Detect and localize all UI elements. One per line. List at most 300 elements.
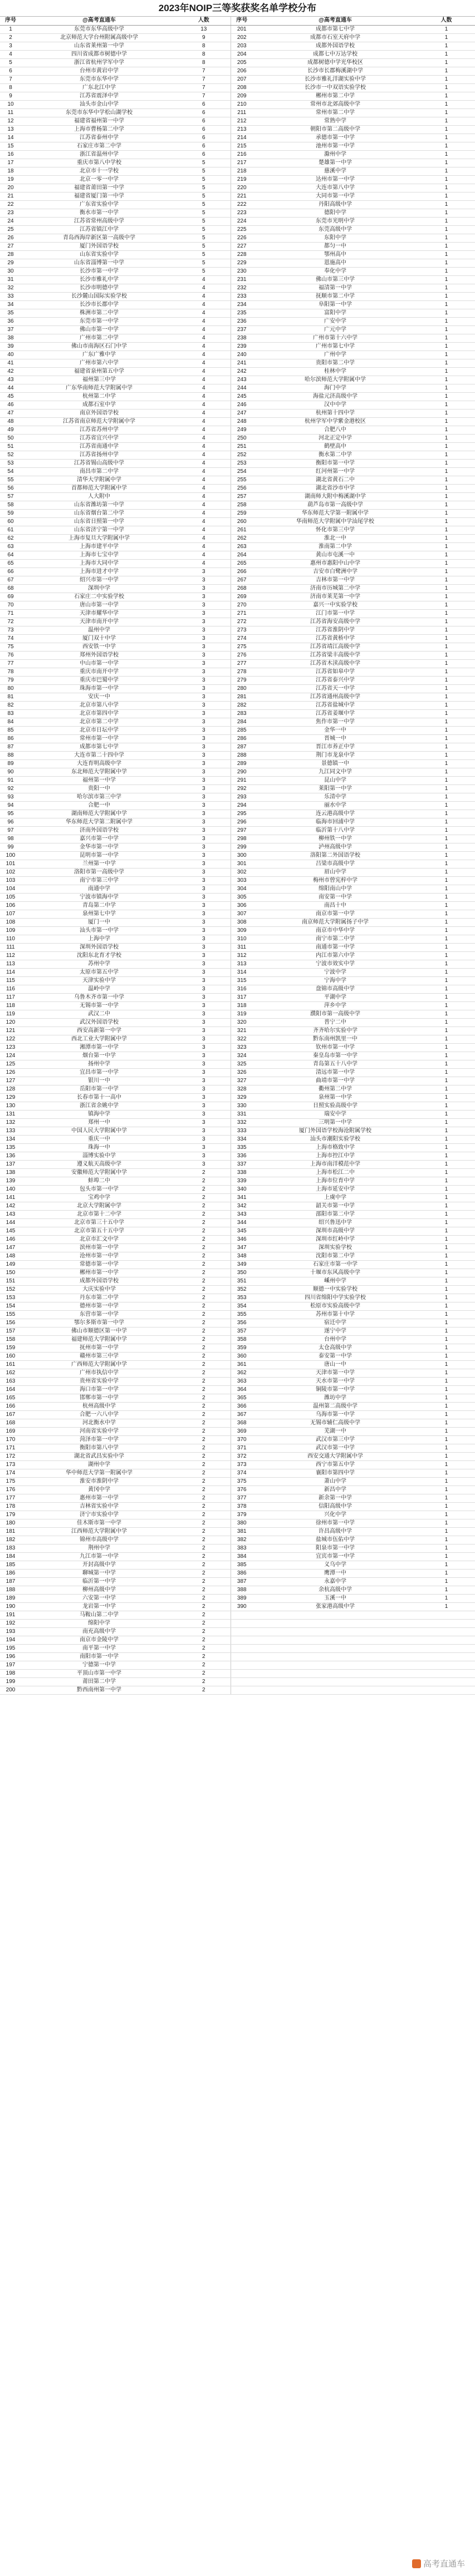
right-rank-cell: 383 [231,1544,253,1552]
table-row [0,58,475,67]
left-school-cell: 滨州市第一中学 [21,1243,177,1252]
right-count-cell: 1 [418,1018,475,1027]
left-rank-cell: 10 [0,100,21,108]
left-school-cell: 上海中学 [21,935,177,943]
table-row [0,1168,475,1177]
right-rank-cell: 268 [231,584,253,593]
left-rank-cell: 43 [0,376,21,384]
left-rank-cell: 94 [0,801,21,810]
right-school-cell: 温州第二高级中学 [253,1402,418,1410]
table-row [0,1627,475,1636]
left-rank-cell: 51 [0,442,21,451]
right-count-cell: 1 [418,117,475,125]
right-rank-cell: 347 [231,1243,253,1252]
right-rank-cell [231,1661,253,1669]
table-row [0,901,475,910]
left-count-cell: 2 [177,1486,231,1494]
table-row [0,1335,475,1344]
right-rank-cell [231,1677,253,1686]
table-row [0,1536,475,1544]
right-count-cell: 1 [418,1168,475,1177]
left-rank-cell: 139 [0,1177,21,1185]
right-school-cell: 沈阳市第二中学 [253,1252,418,1260]
left-school-cell: 广州市执信中学 [21,1369,177,1377]
left-school-cell: 郴州市第一中学 [21,1269,177,1277]
table-row [0,951,475,960]
right-school-cell: 德阳中学 [253,209,418,217]
left-count-cell: 2 [177,1294,231,1302]
left-count-cell: 3 [177,910,231,918]
left-rank-cell: 157 [0,1327,21,1335]
right-count-cell [418,1652,475,1661]
right-count-cell [418,1627,475,1636]
left-school-cell: 南宁市第三中学 [21,876,177,885]
left-school-cell: 北京大学附属中学 [21,1202,177,1210]
left-count-cell: 3 [177,1068,231,1077]
right-rank-cell: 245 [231,392,253,401]
table-row [0,1460,475,1469]
left-count-cell: 3 [177,651,231,659]
right-count-cell: 1 [418,718,475,726]
left-school-cell: 首都师范大学附属中学 [21,484,177,492]
left-count-cell: 2 [177,1210,231,1218]
table-row [0,985,475,993]
right-rank-cell: 225 [231,225,253,234]
left-count-cell: 3 [177,993,231,1001]
right-count-cell: 1 [418,1527,475,1536]
left-rank-cell: 91 [0,776,21,784]
header-no-right: 序号 [231,17,253,25]
left-count-cell: 3 [177,1035,231,1043]
right-rank-cell: 224 [231,217,253,225]
table-row [0,1210,475,1218]
table-row [0,367,475,376]
left-count-cell: 2 [177,1444,231,1452]
right-count-cell: 1 [418,1052,475,1060]
right-rank-cell: 317 [231,993,253,1001]
table-row [0,618,475,626]
table-row [0,1577,475,1586]
table-row [0,1686,475,1694]
left-count-cell: 3 [177,951,231,960]
left-school-cell: 广东省实验中学 [21,200,177,209]
left-count-cell: 2 [177,1469,231,1477]
left-count-cell: 2 [177,1460,231,1469]
left-count-cell: 3 [177,709,231,718]
page-title: 2023年NOIP三等奖获奖名单学校分布 [0,0,475,17]
left-rank-cell: 155 [0,1310,21,1319]
left-count-cell: 3 [177,693,231,701]
left-school-cell: 镇海中学 [21,1110,177,1118]
table-row [0,1052,475,1060]
right-rank-cell: 319 [231,1010,253,1018]
left-count-cell: 3 [177,1143,231,1152]
left-count-cell: 3 [177,1085,231,1093]
right-count-cell: 1 [418,1060,475,1068]
left-count-cell: 3 [177,935,231,943]
right-school-cell: 河北正定中学 [253,434,418,442]
left-count-cell: 6 [177,142,231,150]
right-school-cell: 江苏省木渎高级中学 [253,659,418,668]
left-school-cell: 浙江省杭州学军中学 [21,58,177,67]
left-school-cell: 湖北省武昌实验中学 [21,1452,177,1460]
table-row [0,943,475,951]
left-school-cell: 山东省烟台第二中学 [21,509,177,517]
left-school-cell: 江西师范大学附属中学 [21,1527,177,1536]
left-count-cell: 3 [177,943,231,951]
right-count-cell: 1 [418,693,475,701]
table-row [0,209,475,217]
table-row [0,1452,475,1460]
right-count-cell: 1 [418,626,475,634]
right-count-cell: 1 [418,351,475,359]
table-row [0,559,475,567]
right-rank-cell: 288 [231,751,253,759]
right-count-cell: 1 [418,784,475,793]
left-school-cell: 北京师范大学台州附属高级中学 [21,33,177,42]
right-school-cell: 淮北一中 [253,534,418,542]
left-count-cell: 2 [177,1177,231,1185]
right-count-cell: 1 [418,1460,475,1469]
right-count-cell: 1 [418,25,475,33]
right-count-cell: 1 [418,968,475,976]
left-rank-cell: 99 [0,843,21,851]
table-row [0,217,475,225]
left-rank-cell: 80 [0,684,21,693]
left-school-cell: 宜昌市第一中学 [21,1068,177,1077]
left-rank-cell: 40 [0,351,21,359]
left-rank-cell: 161 [0,1360,21,1369]
right-rank-cell: 346 [231,1235,253,1243]
right-school-cell: 荆门市龙泉中学 [253,751,418,759]
left-count-cell: 8 [177,58,231,67]
left-school-cell: 清华大学附属中学 [21,476,177,484]
right-rank-cell: 292 [231,784,253,793]
table-row [0,1469,475,1477]
right-count-cell: 1 [418,868,475,876]
left-count-cell: 4 [177,317,231,325]
table-row [0,1001,475,1010]
right-school-cell: 朝阳市第二高级中学 [253,125,418,134]
table-row [0,159,475,167]
left-school-cell: 重庆市南开中学 [21,668,177,676]
table-row [0,1202,475,1210]
right-school-cell: 丹阳高级中学 [253,200,418,209]
left-school-cell: 鄂尔多斯市第一中学 [21,1319,177,1327]
table-row [0,734,475,743]
right-rank-cell: 260 [231,517,253,526]
right-rank-cell: 287 [231,743,253,751]
left-count-cell: 7 [177,92,231,100]
left-count-cell: 5 [177,267,231,275]
right-count-cell: 1 [418,1511,475,1519]
left-rank-cell: 117 [0,993,21,1001]
left-rank-cell: 35 [0,309,21,317]
left-rank-cell: 184 [0,1552,21,1561]
table-row [0,33,475,42]
right-rank-cell: 356 [231,1319,253,1327]
right-rank-cell: 321 [231,1027,253,1035]
left-school-cell: 江苏省震泽中学 [21,92,177,100]
right-rank-cell: 390 [231,1602,253,1611]
right-school-cell: 福清第一中学 [253,284,418,292]
left-school-cell: 青岛西海岸新区第一高级中学 [21,234,177,242]
right-count-cell [418,1677,475,1686]
table-row [0,643,475,651]
right-count-cell: 1 [418,1569,475,1577]
left-count-cell: 5 [177,209,231,217]
left-rank-cell: 73 [0,626,21,634]
right-count-cell: 1 [418,910,475,918]
right-count-cell: 1 [418,901,475,910]
right-school-cell: 乐清中学 [253,793,418,801]
right-rank-cell: 370 [231,1435,253,1444]
left-school-cell: 福州第三中学 [21,376,177,384]
right-rank-cell: 381 [231,1527,253,1536]
left-count-cell: 4 [177,417,231,426]
right-count-cell: 1 [418,1369,475,1377]
left-rank-cell: 48 [0,417,21,426]
left-count-cell: 4 [177,409,231,417]
right-count-cell: 1 [418,150,475,159]
left-school-cell: 长沙市长郡中学 [21,300,177,309]
left-count-cell: 2 [177,1327,231,1335]
right-rank-cell: 201 [231,25,253,33]
left-school-cell: 衡阳市第八中学 [21,1444,177,1452]
right-school-cell: 上海市延安中学 [253,1185,418,1193]
right-school-cell: 临海市回浦中学 [253,818,418,826]
right-school-cell: 铜陵市第一中学 [253,1385,418,1394]
left-rank-cell: 61 [0,526,21,534]
left-rank-cell: 195 [0,1644,21,1652]
right-school-cell: 张家港高级中学 [253,1602,418,1611]
table-row [0,801,475,810]
left-count-cell: 2 [177,1511,231,1519]
left-school-cell: 株洲市第二中学 [21,309,177,317]
left-rank-cell: 86 [0,734,21,743]
left-rank-cell: 22 [0,200,21,209]
right-count-cell: 1 [418,876,475,885]
right-rank-cell: 357 [231,1327,253,1335]
right-rank-cell: 227 [231,242,253,250]
table-header-row [0,17,475,25]
table-row [0,225,475,234]
right-count-cell: 1 [418,167,475,175]
left-rank-cell: 42 [0,367,21,376]
right-rank-cell: 353 [231,1294,253,1302]
right-count-cell: 1 [418,684,475,693]
right-rank-cell: 378 [231,1502,253,1511]
table-row [0,509,475,517]
left-count-cell: 2 [177,1611,231,1619]
left-rank-cell: 8 [0,83,21,92]
right-rank-cell: 275 [231,643,253,651]
right-count-cell: 1 [418,234,475,242]
left-rank-cell: 197 [0,1661,21,1669]
right-rank-cell [231,1644,253,1652]
right-school-cell: 广州中学 [253,351,418,359]
right-school-cell [253,1652,418,1661]
table-row [0,426,475,434]
table-row [0,826,475,835]
right-rank-cell: 280 [231,684,253,693]
right-count-cell: 1 [418,734,475,743]
left-count-cell: 2 [177,1260,231,1269]
right-rank-cell: 274 [231,634,253,643]
right-school-cell: 石家庄市第一中学 [253,1260,418,1269]
left-count-cell: 2 [177,1502,231,1511]
table-row [0,776,475,784]
table-row [0,751,475,759]
left-count-cell: 13 [177,25,231,33]
right-count-cell: 1 [418,609,475,618]
left-school-cell: 宝鸡中学 [21,1193,177,1202]
left-rank-cell: 120 [0,1018,21,1027]
watermark [409,2557,468,2570]
left-rank-cell: 14 [0,134,21,142]
right-count-cell: 1 [418,1193,475,1202]
table-row [0,1043,475,1052]
left-count-cell: 2 [177,1494,231,1502]
left-count-cell: 4 [177,526,231,534]
right-school-cell: 信阳高级中学 [253,1502,418,1511]
left-rank-cell: 105 [0,893,21,901]
left-school-cell: 常州市第一中学 [21,734,177,743]
table-row [0,392,475,401]
right-rank-cell: 249 [231,426,253,434]
left-rank-cell: 102 [0,868,21,876]
left-rank-cell: 187 [0,1577,21,1586]
right-school-cell: 长沙市雅礼洋湖实验中学 [253,75,418,83]
left-school-cell: 山东省实验中学 [21,250,177,259]
left-count-cell: 3 [177,584,231,593]
right-school-cell: 达州市第一中学 [253,175,418,184]
left-count-cell: 3 [177,1110,231,1118]
left-rank-cell: 172 [0,1452,21,1460]
right-rank-cell: 371 [231,1444,253,1452]
left-rank-cell: 15 [0,142,21,150]
left-count-cell: 2 [177,1377,231,1385]
right-rank-cell: 299 [231,843,253,851]
right-count-cell: 1 [418,893,475,901]
right-school-cell [253,1611,418,1619]
left-school-cell: 南充高级中学 [21,1627,177,1636]
right-count-cell: 1 [418,1135,475,1143]
table-row [0,1060,475,1068]
left-rank-cell: 131 [0,1110,21,1118]
left-count-cell: 5 [177,250,231,259]
right-count-cell: 1 [418,542,475,551]
left-rank-cell: 170 [0,1435,21,1444]
left-school-cell: 马鞍山第二中学 [21,1611,177,1619]
right-count-cell: 1 [418,1269,475,1277]
right-rank-cell: 320 [231,1018,253,1027]
left-rank-cell: 30 [0,267,21,275]
left-rank-cell: 92 [0,784,21,793]
left-rank-cell: 6 [0,67,21,75]
right-school-cell: 秦皇岛市第一中学 [253,1052,418,1060]
right-count-cell: 1 [418,517,475,526]
left-rank-cell: 58 [0,501,21,509]
table-row [0,626,475,634]
table-row [0,334,475,342]
right-count-cell: 1 [418,1102,475,1110]
right-school-cell: 丽水中学 [253,801,418,810]
right-school-cell: 鹤壁高中 [253,442,418,451]
left-school-cell: 福建省厦门第一中学 [21,192,177,200]
left-school-cell: 长沙市明德中学 [21,284,177,292]
table-row [0,960,475,968]
right-rank-cell: 308 [231,918,253,926]
left-school-cell: 开封高级中学 [21,1561,177,1569]
left-rank-cell: 12 [0,117,21,125]
right-school-cell: 郴州市第二中学 [253,92,418,100]
table-row [0,325,475,334]
left-rank-cell: 62 [0,534,21,542]
table-row [0,292,475,300]
left-count-cell: 2 [177,1269,231,1277]
table-row [0,793,475,801]
right-rank-cell: 205 [231,58,253,67]
right-school-cell: 华南师范大学附属中学汕尾学校 [253,517,418,526]
right-school-cell: 贵阳市第二中学 [253,359,418,367]
right-school-cell [253,1627,418,1636]
right-count-cell: 1 [418,1477,475,1486]
left-rank-cell: 135 [0,1143,21,1152]
right-school-cell: 衢州第二中学 [253,1085,418,1093]
table-row [0,1594,475,1602]
left-count-cell: 2 [177,1586,231,1594]
right-count-cell: 1 [418,1027,475,1035]
right-rank-cell: 262 [231,534,253,542]
left-rank-cell: 177 [0,1494,21,1502]
left-count-cell: 3 [177,960,231,968]
left-rank-cell: 192 [0,1619,21,1627]
right-rank-cell: 290 [231,768,253,776]
right-rank-cell: 338 [231,1168,253,1177]
left-rank-cell: 191 [0,1611,21,1619]
table-row [0,584,475,593]
left-school-cell: 成都外国语学校 [21,1277,177,1285]
table-row [0,1285,475,1294]
right-rank-cell: 314 [231,968,253,976]
table-row [0,1669,475,1677]
table-row [0,1377,475,1385]
left-count-cell: 3 [177,1010,231,1018]
right-count-cell: 1 [418,826,475,835]
right-count-cell: 1 [418,768,475,776]
left-count-cell: 4 [177,401,231,409]
left-school-cell: 珠海一中 [21,1143,177,1152]
right-rank-cell: 276 [231,651,253,659]
right-count-cell: 1 [418,1594,475,1602]
left-school-cell: 广州市第六中学 [21,359,177,367]
left-rank-cell: 64 [0,551,21,559]
right-rank-cell: 352 [231,1285,253,1294]
left-school-cell: 九江市第一中学 [21,1552,177,1561]
right-count-cell: 1 [418,376,475,384]
table-row [0,1118,475,1127]
table-row [0,1010,475,1018]
left-count-cell: 3 [177,1018,231,1027]
left-rank-cell: 75 [0,643,21,651]
right-count-cell: 1 [418,651,475,659]
right-count-cell: 1 [418,1118,475,1127]
right-count-cell: 1 [418,50,475,58]
right-count-cell: 1 [418,401,475,409]
table-row [0,1102,475,1110]
table-row [0,1135,475,1143]
